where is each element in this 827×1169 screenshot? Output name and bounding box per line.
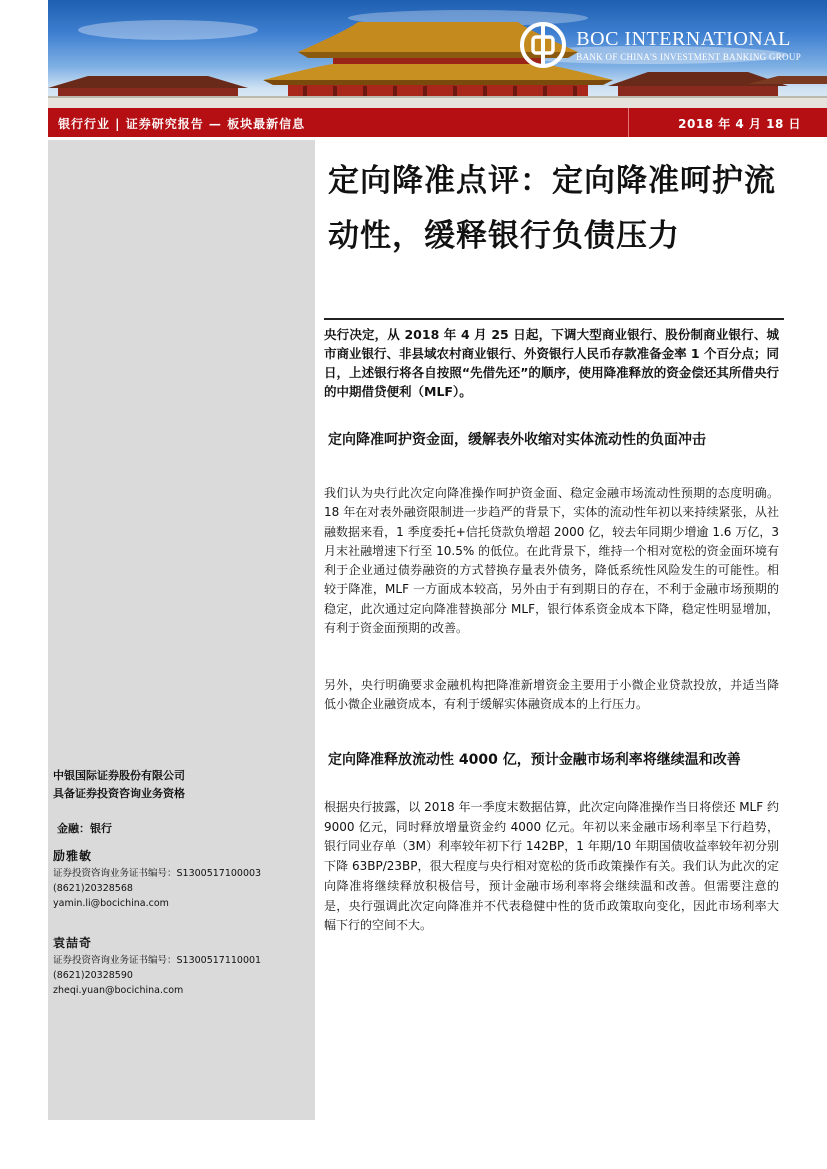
analyst-name: 励雅敏 [53, 849, 93, 863]
analyst-license: 证券投资咨询业务证书编号：S1300517100003 [53, 868, 262, 879]
company-info [53, 767, 185, 803]
report-date: 2018 年 4 月 18 日 [678, 117, 801, 131]
boc-international-logo [520, 22, 801, 68]
analyst-phone: (8621)20328590 [53, 970, 133, 981]
analyst-email[interactable]: zheqi.yuan@bocichina.com [53, 985, 184, 996]
analyst-card [53, 933, 261, 998]
body-paragraph: 另外，央行明确要求金融机构把降准新增资金主要用于小微企业贷款投放，并适当降低小微企业融资成本，有利于缓解实体融资成本的上行压力。 [324, 678, 779, 712]
analyst-email[interactable]: yamin.li@bocichina.com [53, 898, 169, 909]
company-name: 中银国际证券股份有限公司 [53, 769, 185, 782]
sidebar [48, 140, 315, 1120]
bar-divider [628, 108, 629, 137]
analyst-license: 证券投资咨询业务证书编号：S1300517110001 [53, 955, 262, 966]
analyst-card [53, 846, 261, 911]
company-qualification: 具备证券投资咨询业务资格 [53, 787, 185, 800]
analyst-name: 袁喆奇 [53, 936, 93, 950]
sector-label: 金融：银行 [57, 822, 112, 835]
section-heading: 定向降准释放流动性 4000 亿，预计金融市场利率将继续温和改善 [328, 752, 741, 768]
report-category: 银行行业 | 证券研究报告 — 板块最新信息 [58, 117, 306, 131]
body-paragraph: 我们认为央行此次定向降准操作呵护资金面、稳定金融市场流动性预期的态度明确。18 年在对表外融资限制进一步趋严的背景下，实体的流动性年初以来持续紧张，从社融数据来看，1 季度委托+信托贷款负增超 2000 亿，较去年同期少增逾 1.6 万亿，3 月末社融增速下行至 10.5% 的低位。在此背景下，维持一个相对宽松的资金面环境有利于企业通过债券融资的方式替换存量表外债务，降低系统性风险发生的可能性。相较于降准，MLF 一方面成本较高，另外由于有到期日的存在，不利于金融市场预期的稳定，此次通过定向降准替换部分 MLF，银行体系资金成本下降，稳定性明显增加，有利于资金面预期的改善。 [324, 486, 779, 636]
report-title: 定向降准点评：定向降准呵护流动性，缓释银行负债压力 [328, 163, 776, 254]
section-heading: 定向降准呵护资金面，缓解表外收缩对实体流动性的负面冲击 [328, 432, 706, 448]
boc-logo-icon [520, 22, 566, 68]
logo-subtitle: BANK OF CHINA'S INVESTMENT BANKING GROUP [576, 52, 801, 62]
summary-paragraph: 央行决定，从 2018 年 4 月 25 日起，下调大型商业银行、股份制商业银行、城市商业银行、非县域农村商业银行、外资银行人民币存款准备金率 1 个百分点；同日，上述银行将各自按照“先借先还”的顺序，使用降准释放的资金偿还其所借央行的中期借贷便利（MLF）。 [324, 327, 779, 399]
logo-name: BOC INTERNATIONAL [576, 28, 791, 50]
title-divider [324, 318, 784, 320]
category-bar [48, 108, 827, 137]
body-paragraph: 根据央行披露，以 2018 年一季度末数据估算，此次定向降准操作当日将偿还 MLF 约 9000 亿元，同时释放增量资金约 4000 亿元。年初以来金融市场利率呈下行趋势，银行同业存单（3M）利率较年初下行 142BP，1 年期/10 年期国债收益率较年初分别下降 63BP/23BP，很大程度与央行相对宽松的货币政策操作有关。我们认为此次的定向降准将继续释放积极信号，预计金融市场利率将会继续温和改善。但需要注意的是，央行强调此次定向降准并不代表稳健中性的货币政策取向变化，因此市场利率大幅下行的空间不大。 [324, 800, 779, 933]
analyst-phone: (8621)20328568 [53, 883, 133, 894]
header-banner [48, 0, 827, 108]
